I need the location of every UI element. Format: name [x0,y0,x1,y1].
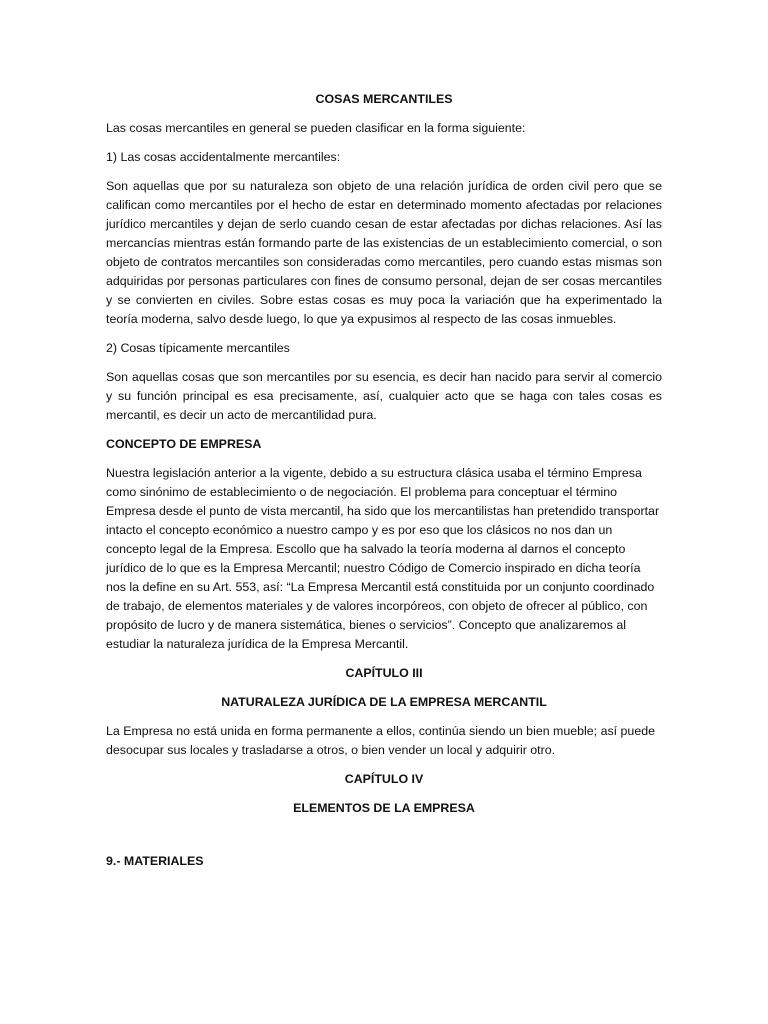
section1-paragraph: Son aquellas que por su naturaleza son objeto de una relación jurídica de orden civil pero que se califican como mercantiles por el hecho de estar en determinado momento afectadas por relaciones jurídico mercantiles y dejan de serlo cuando cesan de estar afectadas por dichas relaciones. Así las mercancías mientras están formando parte de las existencias de un establecimiento comercial, o son objeto de contratos mercantiles son consideradas como mercantiles, pero cuando estas mismas son adquiridas por personas particulares con fines de consumo personal, dejan de ser cosas mercantiles y se convierten en civiles. Sobre estas cosas es muy poca la variación que ha experimentado la teoría moderna, salvo desde luego, lo que ya expusimos al respecto de las cosas inmuebles. [106,179,662,326]
intro-paragraph: Las cosas mercantiles en general se pueden clasificar en la forma siguiente: [106,121,526,135]
chapter3-paragraph: La Empresa no está unida en forma permanente a ellos, continúa siendo un bien mueble; así puede desocupar sus locales y trasladarse a otros, o bien vender un local y adquirir otro. [106,724,655,757]
section-spacer [106,828,662,852]
materiales-heading: 9.- MATERIALES [106,854,204,868]
section2-heading: 2) Cosas típicamente mercantiles [106,341,290,355]
chapter3-subheading: NATURALEZA JURÍDICA DE LA EMPRESA MERCANTIL [221,695,547,709]
concepto-paragraph: Nuestra legislación anterior a la vigente, debido a su estructura clásica usaba el término Empresa como sinónimo de establecimiento o de negociación. El problema para conceptuar el término Empresa desde el punto de vista mercantil, ha sido que los mercantilistas han pretendido transportar intacto el concepto económico a nuestro campo y es por eso que los clásicos no nos dan un concepto legal de la Empresa. Escollo que ha salvado la teoría moderna al darnos el concepto jurídico de lo que es la Empresa Mercantil; nuestro Código de Comercio inspirado en dicha teoría nos la define en su Art. 553, así: “La Empresa Mercantil está constituida por un conjunto coordinado de trabajo, de elementos materiales y de valores incorpóreos, con objeto de ofrecer al público, con propósito de lucro y de manera sistemática, bienes o servicios”. Concepto que analizaremos al estudiar la naturaleza jurídica de la Empresa Mercantil. [106,466,660,651]
document-title: COSAS MERCANTILES [315,92,453,106]
section2-paragraph: Son aquellas cosas que son mercantiles por su esencia, es decir han nacido para servir al comercio y su función principal es esa precisamente, así, cualquier acto que se haga con tales cosas es mercantil, es decir un acto de mercantilidad pura. [106,370,662,422]
concepto-heading: CONCEPTO DE EMPRESA [106,437,262,451]
chapter4-subheading: ELEMENTOS DE LA EMPRESA [293,801,475,815]
section1-heading: 1) Las cosas accidentalmente mercantiles: [106,150,341,164]
chapter3-heading: CAPÍTULO III [345,666,423,680]
chapter4-heading: CAPÍTULO IV [344,772,424,786]
